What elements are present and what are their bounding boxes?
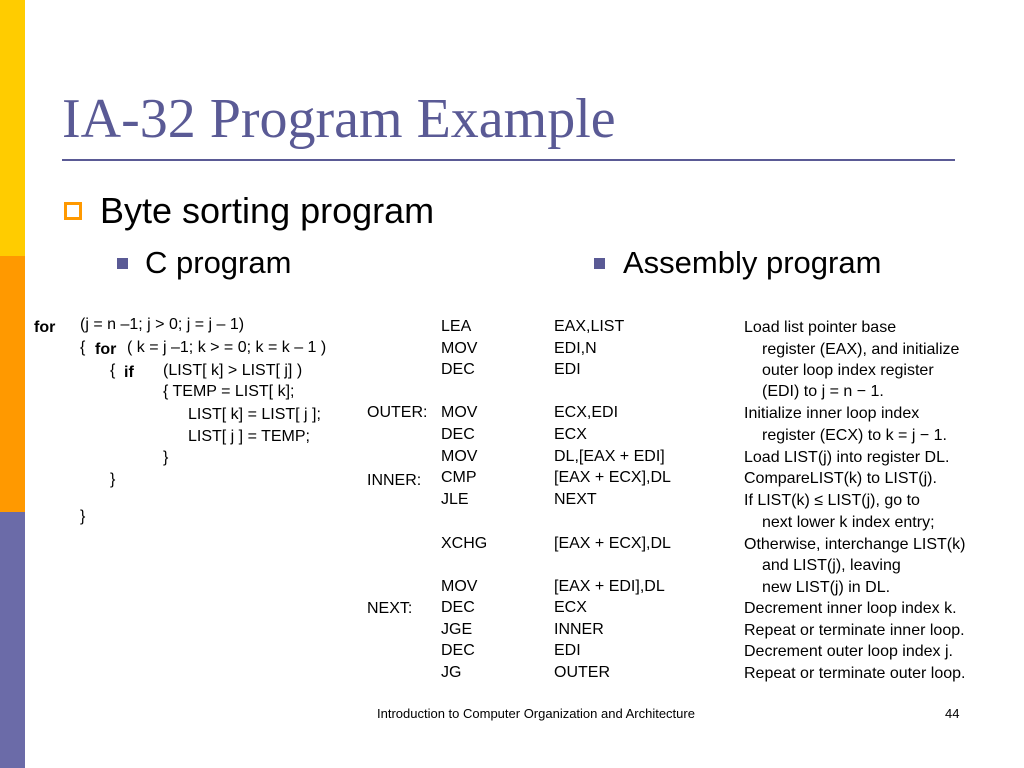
- asm-comment: CompareLIST(k) to LIST(j).: [744, 470, 937, 487]
- asm-operand: OUTER: [554, 664, 610, 681]
- decor-band-yellow: [0, 0, 25, 256]
- keyword-for: for: [34, 319, 56, 336]
- asm-operand: ECX: [554, 599, 587, 616]
- asm-comment: (EDI) to j = n − 1.: [762, 383, 884, 400]
- asm-operand: ECX: [554, 426, 587, 443]
- asm-operand: NEXT: [554, 491, 597, 508]
- decor-band-orange: [0, 256, 25, 512]
- keyword-if: if: [124, 364, 134, 381]
- asm-label: OUTER:: [367, 404, 428, 421]
- asm-comment: Decrement inner loop index k.: [744, 600, 957, 617]
- asm-opcode: DEC: [441, 361, 475, 378]
- asm-operand: ECX,EDI: [554, 404, 619, 421]
- square-bullet-icon: [117, 258, 128, 269]
- asm-operand: DL,[EAX + EDI]: [554, 448, 665, 465]
- asm-comment: Otherwise, interchange LIST(k): [744, 536, 966, 553]
- asm-opcode: MOV: [441, 404, 478, 421]
- code-line: LIST[ k] = LIST[ j ];: [188, 406, 321, 423]
- hollow-square-bullet-icon: [64, 202, 82, 220]
- code-line: { TEMP = LIST[ k];: [163, 383, 295, 400]
- asm-comment: If LIST(k) ≤ LIST(j), go to: [744, 492, 920, 509]
- asm-opcode: JLE: [441, 491, 469, 508]
- asm-comment: Repeat or terminate inner loop.: [744, 622, 965, 639]
- square-bullet-icon: [594, 258, 605, 269]
- code-line: }: [110, 471, 116, 488]
- title-divider: [62, 159, 955, 161]
- code-line: {: [110, 362, 116, 379]
- asm-comment: outer loop index register: [762, 362, 934, 379]
- footer-page-number: 44: [945, 706, 960, 721]
- asm-comment: register (ECX) to k = j − 1.: [762, 427, 947, 444]
- asm-opcode: CMP: [441, 469, 477, 486]
- code-line: (LIST[ k] > LIST[ j] ): [163, 362, 303, 379]
- decor-band-purple: [0, 512, 25, 768]
- asm-operand: EDI,N: [554, 340, 597, 357]
- asm-comment: new LIST(j) in DL.: [762, 579, 891, 596]
- asm-operand: [EAX + EDI],DL: [554, 578, 665, 595]
- asm-operand: EDI: [554, 361, 581, 378]
- asm-comment: Decrement outer loop index j.: [744, 643, 953, 660]
- asm-opcode: DEC: [441, 599, 475, 616]
- asm-opcode: LEA: [441, 318, 472, 335]
- bullet-byte-sorting: Byte sorting program: [100, 190, 435, 231]
- asm-opcode: JGE: [441, 621, 473, 638]
- slide-title: IA-32 Program Example: [62, 88, 616, 150]
- asm-opcode: JG: [441, 664, 462, 681]
- asm-operand: EAX,LIST: [554, 318, 625, 335]
- asm-label: INNER:: [367, 472, 422, 489]
- asm-opcode: MOV: [441, 578, 478, 595]
- code-line: LIST[ j ] = TEMP;: [188, 428, 310, 445]
- asm-comment: Load list pointer base: [744, 319, 897, 336]
- asm-label: NEXT:: [367, 600, 413, 617]
- subheading-assembly-program: Assembly program: [623, 245, 882, 280]
- subheading-c-program: C program: [145, 245, 292, 280]
- asm-comment: Repeat or terminate outer loop.: [744, 665, 966, 682]
- asm-comment: and LIST(j), leaving: [762, 557, 901, 574]
- asm-comment: Initialize inner loop index: [744, 405, 920, 422]
- asm-operand: [EAX + ECX],DL: [554, 535, 671, 552]
- asm-comment: Load LIST(j) into register DL.: [744, 449, 950, 466]
- asm-operand: INNER: [554, 621, 604, 638]
- footer-course-title: Introduction to Computer Organization and Architecture: [377, 706, 695, 721]
- keyword-for: for: [95, 341, 117, 358]
- code-line: ( k = j –1; k > = 0; k = k – 1 ): [127, 339, 327, 356]
- asm-opcode: DEC: [441, 642, 475, 659]
- code-line: }: [163, 449, 169, 466]
- code-line: {: [80, 339, 86, 356]
- asm-opcode: MOV: [441, 448, 478, 465]
- code-line: (j = n –1; j > 0; j = j – 1): [80, 316, 245, 333]
- asm-comment: next lower k index entry;: [762, 514, 935, 531]
- asm-operand: [EAX + ECX],DL: [554, 469, 671, 486]
- asm-operand: EDI: [554, 642, 581, 659]
- asm-comment: register (EAX), and initialize: [762, 341, 960, 358]
- code-line: }: [80, 508, 86, 525]
- asm-opcode: MOV: [441, 340, 478, 357]
- asm-opcode: DEC: [441, 426, 475, 443]
- asm-opcode: XCHG: [441, 535, 488, 552]
